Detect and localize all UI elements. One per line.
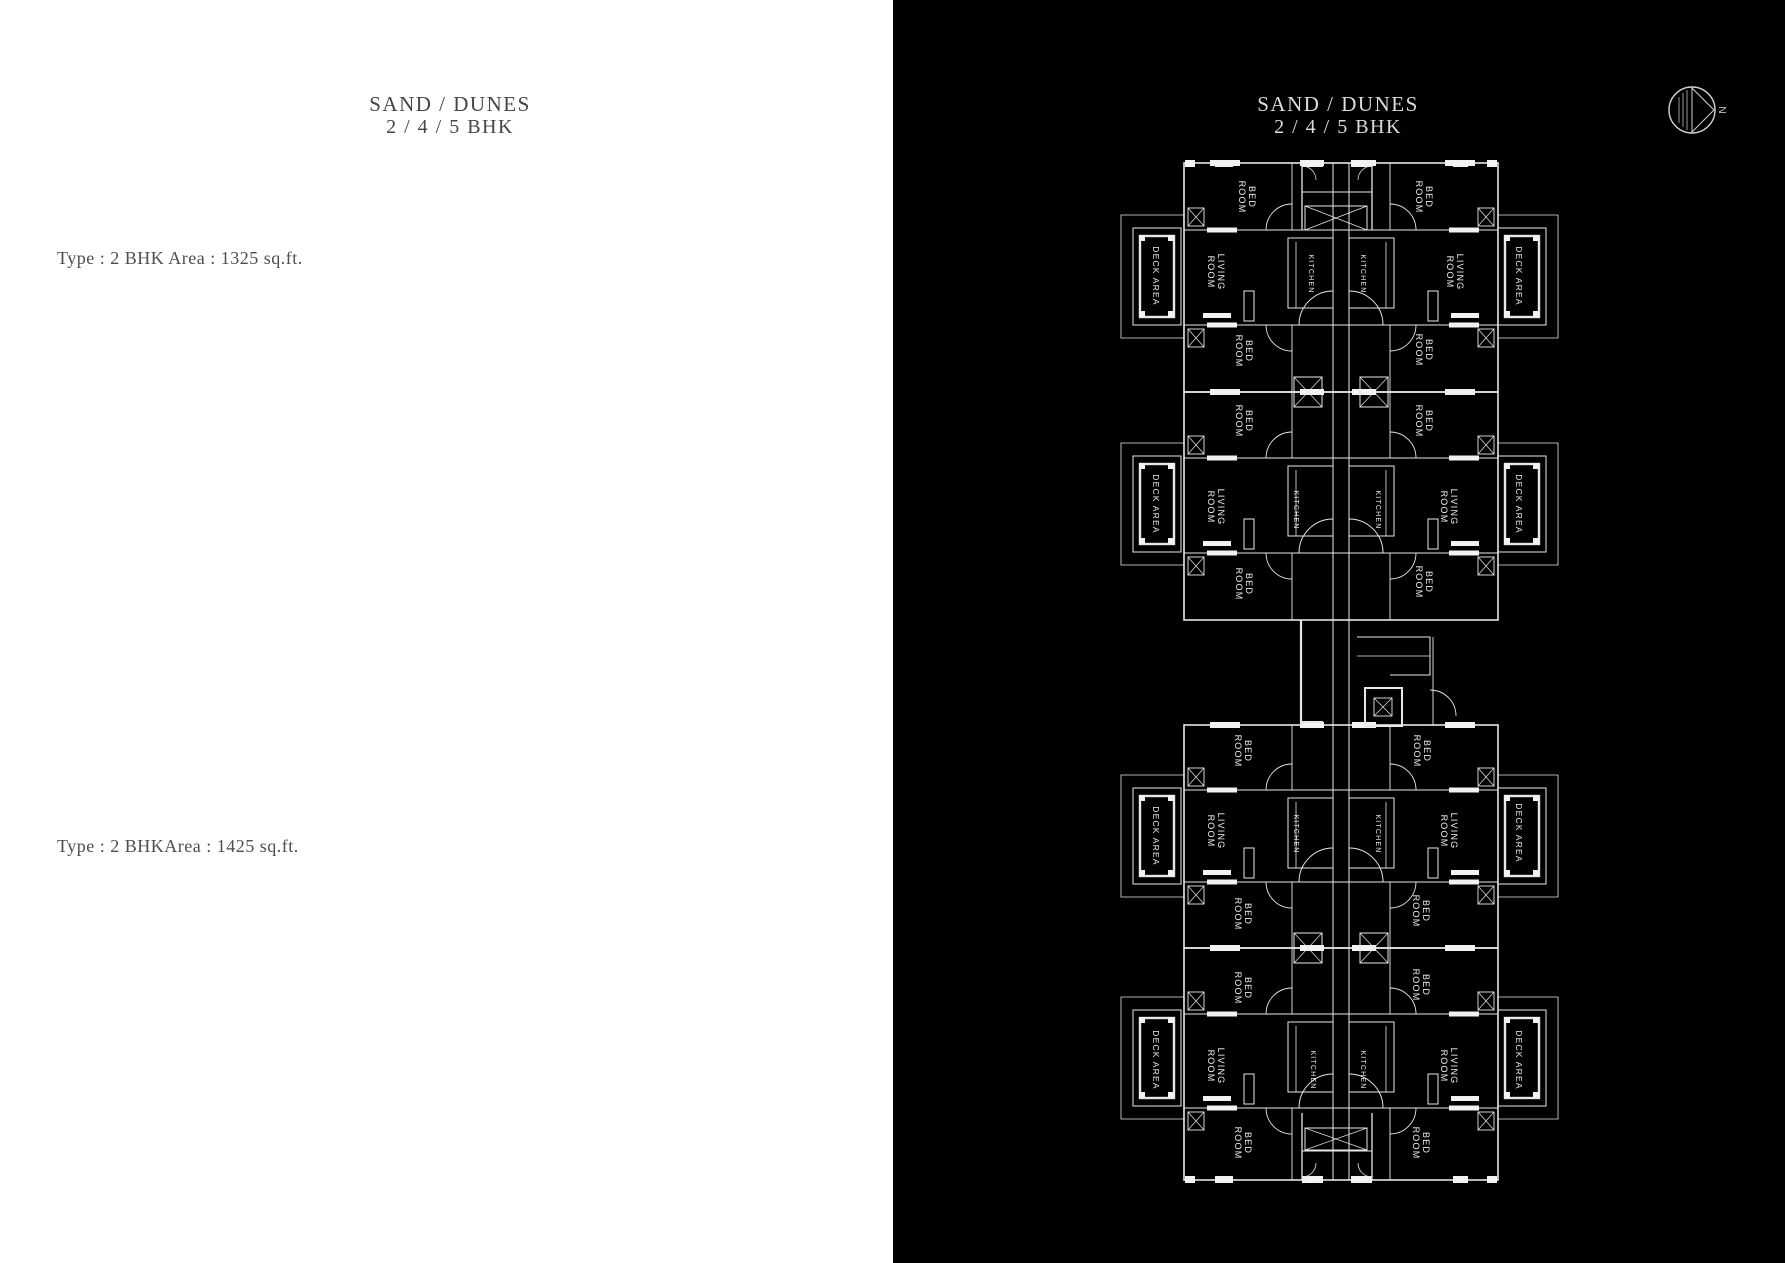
room-label: BEDROOM <box>1234 334 1254 368</box>
room-label: DECK AREA <box>1514 1030 1524 1090</box>
room-label: DECK AREA <box>1514 803 1524 863</box>
room-label: LIVINGROOM <box>1206 253 1226 291</box>
right-page <box>893 0 1785 1263</box>
room-label: DECK AREA <box>1151 246 1161 306</box>
room-label: BEDROOM <box>1411 968 1431 1002</box>
room-label: KITCHEN <box>1307 254 1314 294</box>
room-label: BEDROOM <box>1234 567 1254 601</box>
room-label: BEDROOM <box>1414 180 1434 214</box>
project-config: 2 / 4 / 5 BHK <box>1274 116 1402 138</box>
room-label: DECK AREA <box>1151 806 1161 866</box>
room-label: DECK AREA <box>1514 246 1524 306</box>
room-label: BEDROOM <box>1411 894 1431 928</box>
room-label: BEDROOM <box>1414 333 1434 367</box>
room-label: KITCHEN <box>1292 490 1299 530</box>
room-label: BEDROOM <box>1237 180 1257 214</box>
room-label: BEDROOM <box>1411 1126 1431 1160</box>
room-label: DECK AREA <box>1151 1030 1161 1090</box>
room-label: BEDROOM <box>1414 404 1434 438</box>
compass-north-label: N <box>1716 106 1727 114</box>
room-label: KITCHEN <box>1374 814 1381 854</box>
room-label: KITCHEN <box>1359 254 1366 294</box>
room-label: LIVINGROOM <box>1439 812 1459 850</box>
room-label: DECK AREA <box>1514 474 1524 534</box>
room-label: BEDROOM <box>1233 897 1253 931</box>
north-compass-icon <box>1669 87 1727 133</box>
room-label: LIVINGROOM <box>1445 253 1465 291</box>
room-label: LIVINGROOM <box>1206 1047 1226 1085</box>
room-label: KITCHEN <box>1359 1050 1366 1090</box>
room-label: BEDROOM <box>1414 565 1434 599</box>
room-label: LIVINGROOM <box>1439 488 1459 526</box>
room-label: KITCHEN <box>1374 490 1381 530</box>
room-label: KITCHEN <box>1309 1050 1316 1090</box>
unit-type-area-1: Type : 2 BHK Area : 1325 sq.ft. <box>57 248 303 268</box>
room-label: BEDROOM <box>1233 1126 1253 1160</box>
project-config: 2 / 4 / 5 BHK <box>386 116 514 138</box>
room-label: KITCHEN <box>1292 814 1299 854</box>
floor-plan <box>893 0 1785 1263</box>
unit-type-area-2: Type : 2 BHKArea : 1425 sq.ft. <box>57 836 299 856</box>
room-label: BEDROOM <box>1233 971 1253 1005</box>
room-label: LIVINGROOM <box>1439 1047 1459 1085</box>
room-label: DECK AREA <box>1151 474 1161 534</box>
project-name: SAND / DUNES <box>369 92 531 116</box>
room-label: LIVINGROOM <box>1206 488 1226 526</box>
room-label: BEDROOM <box>1233 734 1253 768</box>
left-page-title <box>250 92 650 139</box>
room-label: LIVINGROOM <box>1206 812 1226 850</box>
project-name: SAND / DUNES <box>1257 92 1419 116</box>
floor-plan-linework <box>1121 160 1558 1183</box>
room-label: BEDROOM <box>1412 734 1432 768</box>
room-label: BEDROOM <box>1234 404 1254 438</box>
